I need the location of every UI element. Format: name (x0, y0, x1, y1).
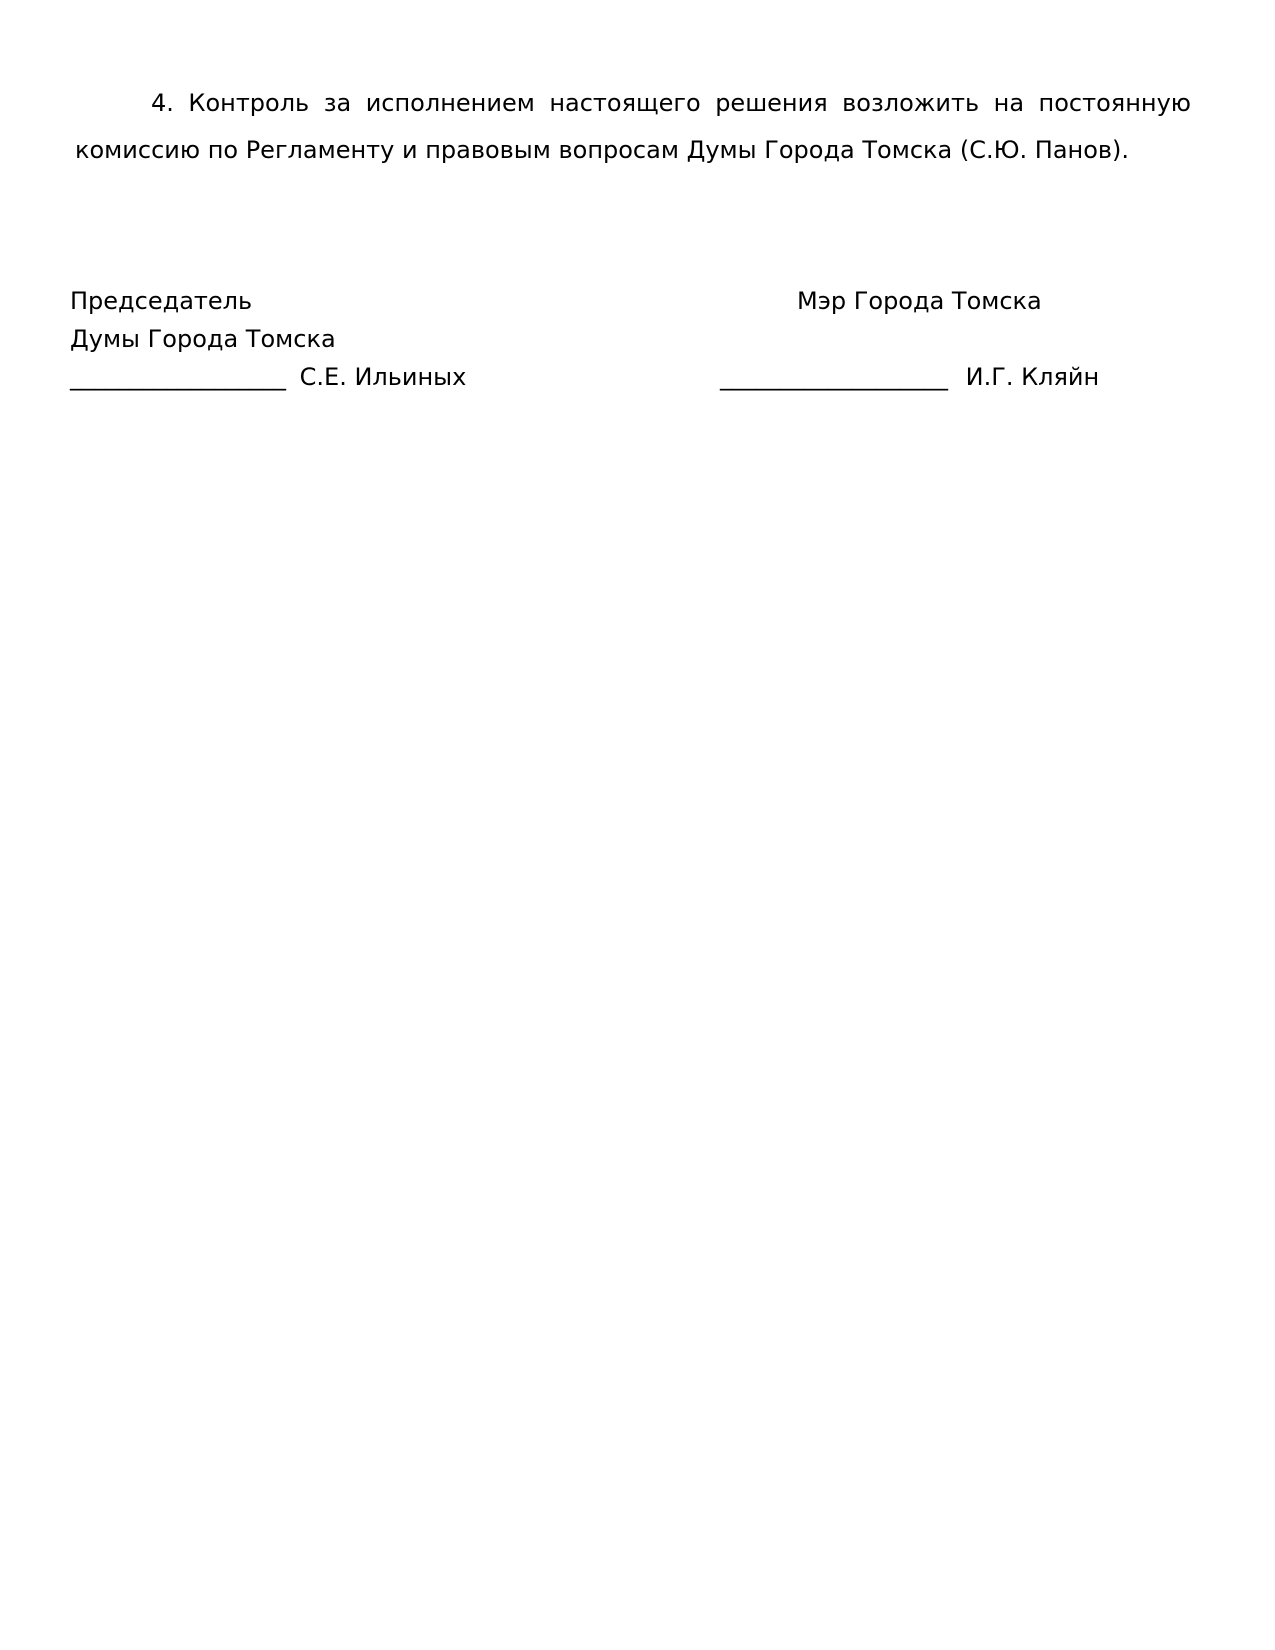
mayor-name: И.Г. Кляйн (965, 363, 1100, 391)
mayor-signature-blank: ___________________ (720, 363, 948, 391)
mayor-signature-block (720, 358, 1099, 396)
chairman-signature-blank: __________________ (70, 363, 286, 391)
mayor-signature-line (720, 358, 1099, 396)
chairman-signature-block (70, 282, 466, 396)
chairman-title-line1: Председатель (70, 287, 253, 315)
mayor-title: Мэр Города Томска (797, 287, 1042, 315)
chairman-signature-line (70, 358, 466, 396)
control-clause-paragraph: 4. Контроль за исполнением настоящего решения возложить на постоянную комиссию по Регламенту и правовым вопросам Думы Города Томска (С.Ю. Панов). (75, 89, 1191, 164)
mayor-title-block (797, 282, 1042, 320)
chairman-title-line2: Думы Города Томска (70, 325, 336, 353)
chairman-name: С.Е. Ильиных (299, 363, 467, 391)
